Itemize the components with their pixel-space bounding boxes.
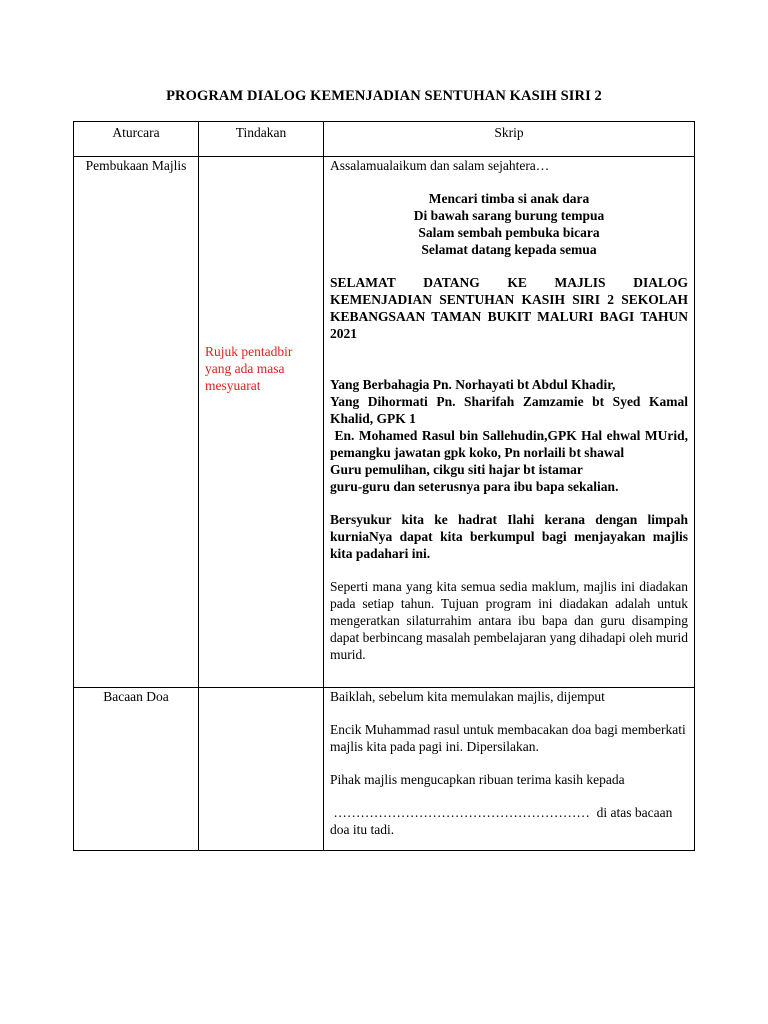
table-row (74, 688, 695, 851)
pantun-line: Mencari timba si anak dara (428, 191, 590, 206)
dignitary-line: Yang Berbahagia Pn. Norhayati bt Abdul Khadir, (330, 377, 616, 392)
pantun-line: Di bawah sarang burung tempua (413, 208, 605, 223)
aturcara-cell: Bacaan Doa (74, 688, 199, 851)
purpose-text: Seperti mana yang kita semua sedia maklum, majlis ini diadakan pada setiap tahun. Tujuan program ini diadakan adalah untuk mengeratkan silaturrahim antara ibu bapa dan guru disamping dapat berbincang masalah pembelajaran yang dihadapi oleh murid murid. (330, 579, 688, 662)
tindakan-cell (199, 688, 324, 851)
pantun (330, 190, 688, 258)
doa-blank-line: ………………………………………………… di atas bacaan doa itu tadi. (330, 805, 676, 837)
welcome-text: SELAMAT DATANG KE MAJLIS DIALOG KEMENJADIAN SENTUHAN KASIH SIRI 2 SEKOLAH KEBANGSAAN TAMAN BUKIT MALURI BAGI TAHUN 2021 (330, 275, 688, 341)
dignitary-line: guru-guru dan seterusnya para ibu bapa sekalian. (330, 479, 619, 494)
header-aturcara: Aturcara (74, 122, 199, 157)
dignitary-line: Yang Dihormati Pn. Sharifah Zamzamie bt Syed Kamal Khalid, GPK 1 (330, 394, 688, 426)
skrip-cell (324, 157, 695, 688)
dignitary-line: Guru pemulihan, cikgu siti hajar bt istamar (330, 462, 583, 477)
header-tindakan: Tindakan (199, 122, 324, 157)
doa-intro: Baiklah, sebelum kita memulakan majlis, dijemput (330, 689, 605, 704)
greeting-text: Assalamualaikum dan salam sejahtera… (330, 158, 550, 173)
table-row (74, 157, 695, 688)
header-skrip: Skrip (324, 122, 695, 157)
pantun-line: Selamat datang kepada semua (421, 242, 597, 257)
dignitaries-list (330, 376, 692, 495)
skrip-cell (324, 688, 695, 851)
table-header-row (74, 122, 695, 157)
bersyukur-text: Bersyukur kita ke hadrat Ilahi kerana dengan limpah kurniaNya dapat kita berkumpul bagi menjayakan majlis kita padahari ini. (330, 512, 688, 561)
doa-invitation: Encik Muhammad rasul untuk membacakan doa bagi memberkati majlis kita pada pagi ini. Dipersilakan. (330, 722, 686, 754)
program-table (73, 121, 695, 851)
document-title: PROGRAM DIALOG KEMENJADIAN SENTUHAN KASIH SIRI 2 (166, 88, 602, 104)
tindakan-cell (199, 157, 324, 688)
pantun-line: Salam sembah pembuka bicara (418, 225, 600, 240)
aturcara-cell: Pembukaan Majlis (74, 157, 199, 688)
dignitary-line: En. Mohamed Rasul bin Sallehudin,GPK Hal ehwal MUrid, pemangku jawatan gpk koko, Pn norlaili bt shawal (330, 428, 692, 460)
tindakan-note: Rujuk pentadbir yang ada masa mesyuarat (205, 344, 293, 393)
doa-thanks: Pihak majlis mengucapkan ribuan terima kasih kepada (330, 772, 625, 787)
